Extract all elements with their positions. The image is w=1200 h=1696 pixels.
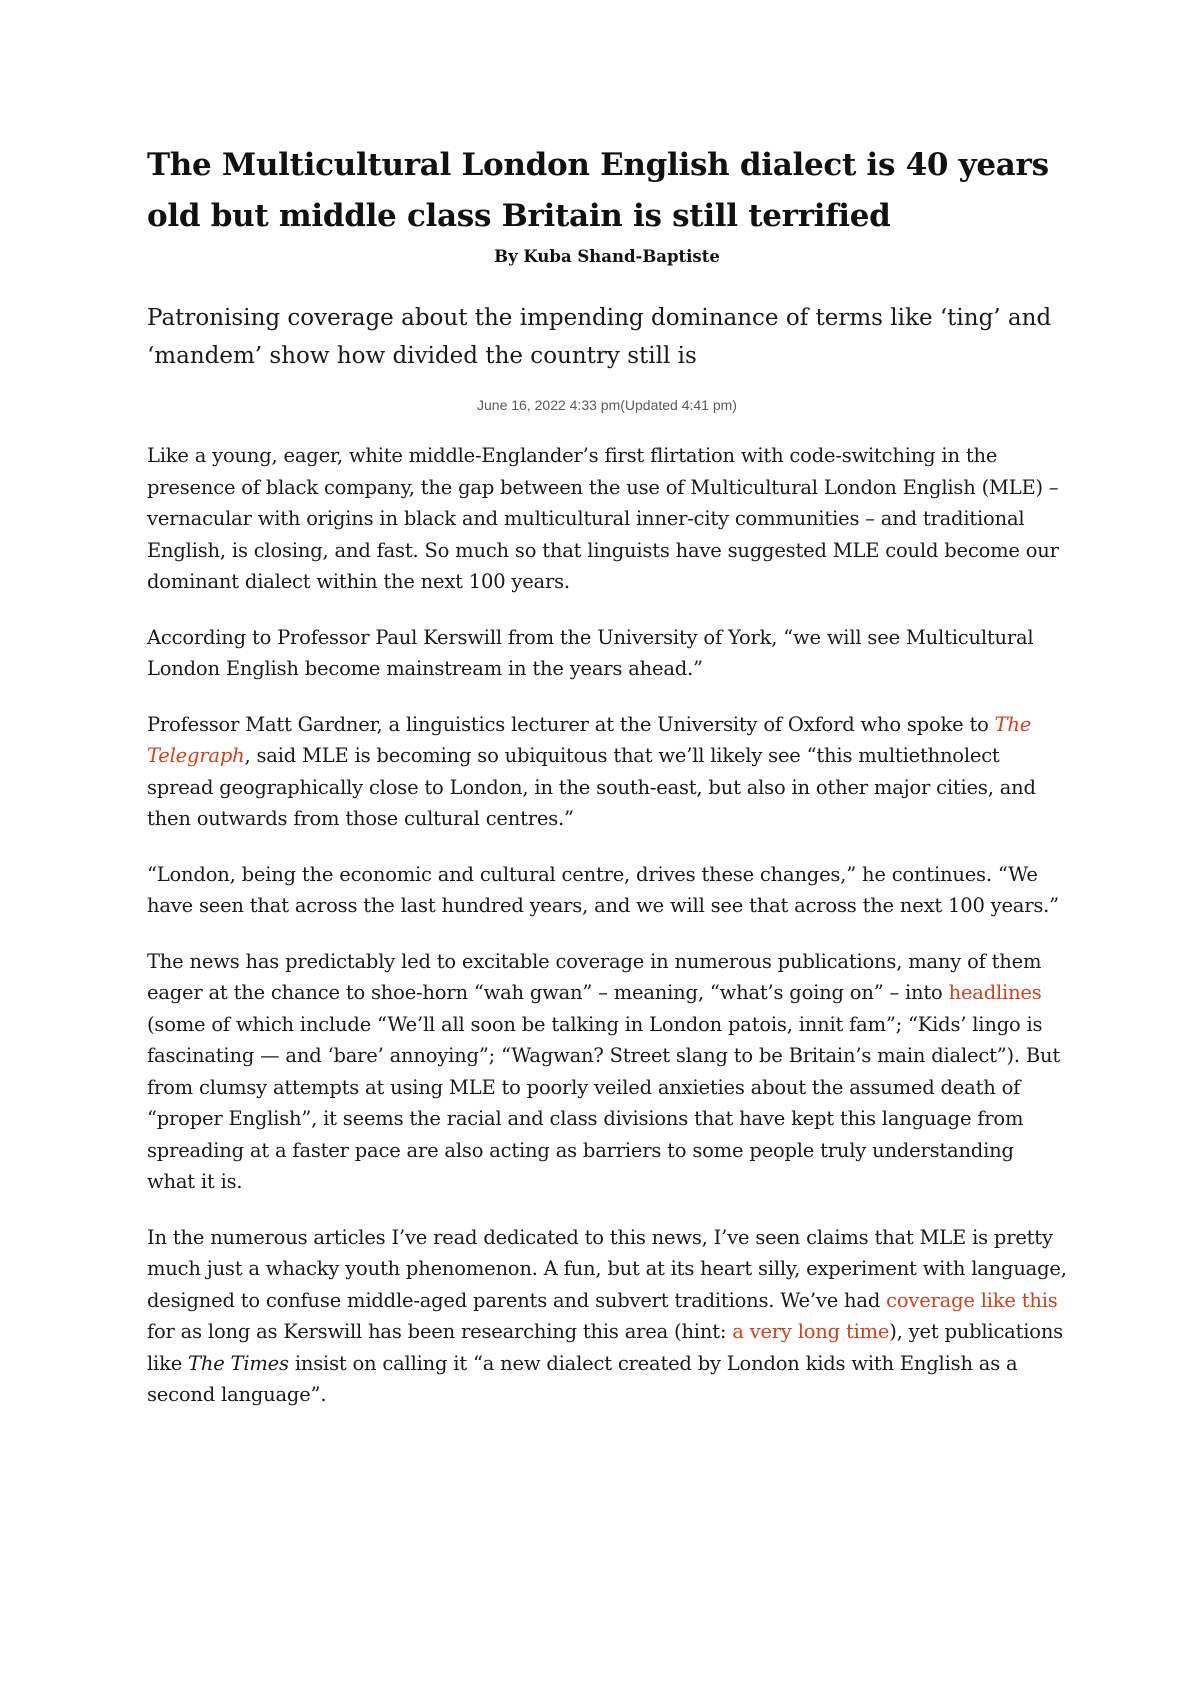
article-byline: By Kuba Shand-Baptiste [494, 247, 720, 266]
paragraph-3-text-a: Professor Matt Gardner, a linguistics lecturer at the University of Oxford who spoke to [147, 712, 995, 736]
paragraph-3 [147, 709, 1067, 835]
article-standfirst: Patronising coverage about the impending dominance of terms like ‘ting’ and ‘mandem’ show how divided the country still is [147, 305, 1052, 369]
telegraph-link[interactable]: The Telegraph [147, 712, 1032, 767]
paragraph-6-text-a: In the numerous articles I’ve read dedicated to this news, I’ve seen claims that MLE is pretty much just a whacky youth phenomenon. A fun, but at its heart silly, experiment with language, designed to confuse middle-aged parents and subvert traditions. We’ve had [147, 1225, 1067, 1312]
paragraph-6-text-c: ), yet publications like [147, 1320, 1063, 1375]
paragraph-5 [147, 946, 1067, 1198]
headlines-link[interactable]: headlines [948, 981, 1042, 1004]
article-dateline: June 16, 2022 4:33 pm(Updated 4:41 pm) [477, 397, 737, 413]
paragraph-5-text-a: The news has predictably led to excitable coverage in numerous publications, many of them eager at the chance to shoe-horn “wah gwan” – meaning, “what’s going on” – into [147, 949, 1042, 1004]
paragraph-4: “London, being the economic and cultural centre, drives these changes,” he continues. “We have seen that across the last hundred years, and we will see that across the next 100 years.” [147, 862, 1059, 917]
paragraph-3-text-b: , said MLE is becoming so ubiquitous that we’ll likely see “this multiethnolect spread geographically close to London, in the south-east, but also in other major cities, and then outwards from those cultural centres.” [147, 744, 1036, 830]
paragraph-6-text-b: for as long as Kerswill has been researching this area (hint: [147, 1320, 733, 1343]
article [147, 140, 1067, 1411]
paragraph-1: Like a young, eager, white middle-Englander’s first flirtation with code-switching in the presence of black company, the gap between the use of Multicultural London English (MLE) – vernacular with origins in black and multicultural inner-city communities – and traditional English, is closing, and fast. So much so that linguists have suggested MLE could become our dominant dialect within the next 100 years. [147, 444, 1059, 593]
paragraph-6-text-d: insist on calling it “a new dialect created by London kids with English as a second language”. [147, 1351, 1018, 1406]
the-times-title: The Times [188, 1351, 289, 1375]
paragraph-2: According to Professor Paul Kerswill from the University of York, “we will see Multicultural London English become mainstream in the years ahead.” [147, 625, 1034, 680]
paragraph-6 [147, 1222, 1067, 1411]
paragraph-5-text-b: (some of which include “We’ll all soon be talking in London patois, innit fam”; “Kids’ lingo is fascinating — and ‘bare’ annoying”; “Wagwan? Street slang to be Britain’s main dialect”). But from clumsy attempts at using MLE to poorly veiled anxieties about the assumed death of “proper English”, it seems the racial and class divisions that have kept this language from spreading at a faster pace are also acting as barriers to some people truly understanding what it is. [147, 1012, 1061, 1193]
coverage-like-this-link[interactable]: coverage like this [886, 1288, 1058, 1312]
article-headline: The Multicultural London English dialect is 40 years old but middle class Britain is still terrified [147, 147, 1049, 234]
a-very-long-time-link[interactable]: a very long time [732, 1320, 890, 1343]
